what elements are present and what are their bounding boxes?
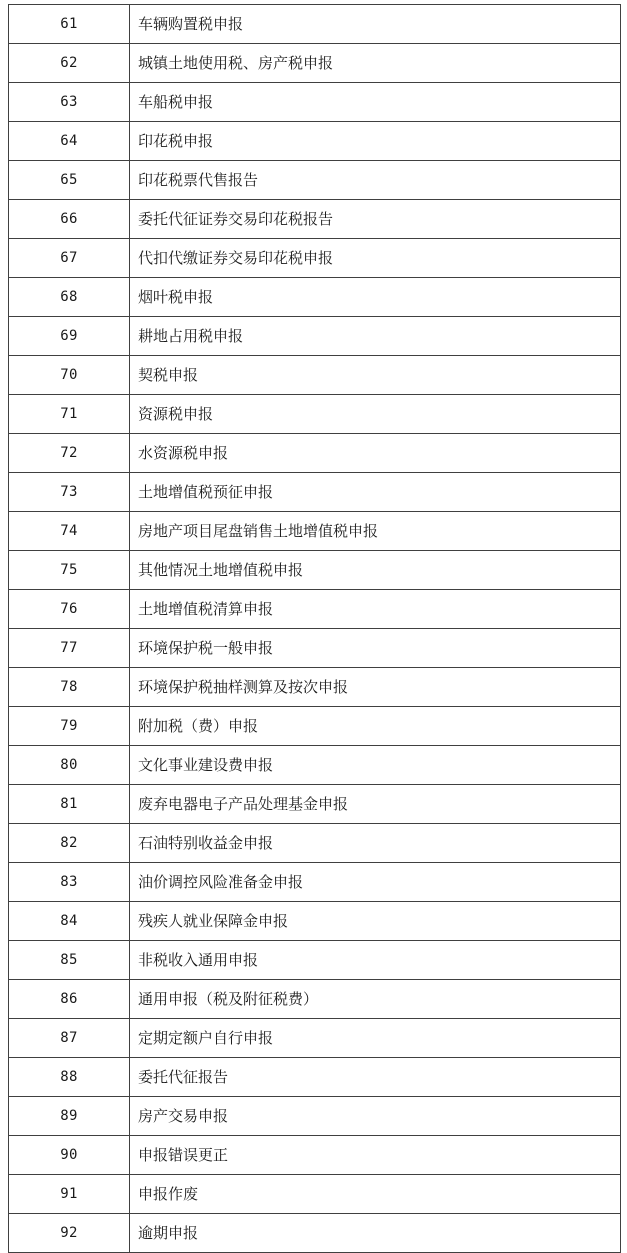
declaration-item-name: 印花税票代售报告: [130, 161, 621, 200]
row-number: 68: [9, 278, 130, 317]
declaration-item-name: 印花税申报: [130, 122, 621, 161]
table-row: [9, 434, 621, 473]
declaration-item-name: 耕地占用税申报: [130, 317, 621, 356]
table-row: [9, 278, 621, 317]
table-row: [9, 629, 621, 668]
declaration-item-name: 定期定额户自行申报: [130, 1019, 621, 1058]
row-number: 84: [9, 902, 130, 941]
row-number: 80: [9, 746, 130, 785]
row-number: 91: [9, 1175, 130, 1214]
row-number: 87: [9, 1019, 130, 1058]
table-body: [9, 5, 621, 1253]
row-number: 88: [9, 1058, 130, 1097]
row-number: 78: [9, 668, 130, 707]
table-row: [9, 863, 621, 902]
table-row: [9, 83, 621, 122]
table-row: [9, 239, 621, 278]
table-row: [9, 1019, 621, 1058]
row-number: 73: [9, 473, 130, 512]
table-row: [9, 356, 621, 395]
row-number: 63: [9, 83, 130, 122]
declaration-item-name: 资源税申报: [130, 395, 621, 434]
row-number: 64: [9, 122, 130, 161]
declaration-item-name: 通用申报（税及附征税费）: [130, 980, 621, 1019]
declaration-item-name: 车船税申报: [130, 83, 621, 122]
table-row: [9, 44, 621, 83]
row-number: 71: [9, 395, 130, 434]
table-row: [9, 551, 621, 590]
row-number: 75: [9, 551, 130, 590]
table-row: [9, 161, 621, 200]
declaration-item-name: 文化事业建设费申报: [130, 746, 621, 785]
table-row: [9, 1058, 621, 1097]
row-number: 86: [9, 980, 130, 1019]
declaration-item-name: 房地产项目尾盘销售土地增值税申报: [130, 512, 621, 551]
declaration-item-name: 附加税（费）申报: [130, 707, 621, 746]
declaration-item-name: 委托代征报告: [130, 1058, 621, 1097]
table-row: [9, 317, 621, 356]
table-row: [9, 941, 621, 980]
table-row: [9, 5, 621, 44]
declaration-item-name: 代扣代缴证券交易印花税申报: [130, 239, 621, 278]
declaration-item-name: 城镇土地使用税、房产税申报: [130, 44, 621, 83]
row-number: 79: [9, 707, 130, 746]
row-number: 67: [9, 239, 130, 278]
row-number: 66: [9, 200, 130, 239]
declaration-item-name: 环境保护税抽样测算及按次申报: [130, 668, 621, 707]
declaration-item-name: 申报错误更正: [130, 1136, 621, 1175]
table-row: [9, 473, 621, 512]
declaration-item-name: 车辆购置税申报: [130, 5, 621, 44]
table-row: [9, 1097, 621, 1136]
row-number: 65: [9, 161, 130, 200]
declaration-item-name: 委托代征证券交易印花税报告: [130, 200, 621, 239]
row-number: 90: [9, 1136, 130, 1175]
table-row: [9, 122, 621, 161]
table-row: [9, 746, 621, 785]
row-number: 81: [9, 785, 130, 824]
table-row: [9, 1136, 621, 1175]
table-row: [9, 200, 621, 239]
table-row: [9, 707, 621, 746]
tax-declaration-table: [8, 4, 621, 1253]
row-number: 82: [9, 824, 130, 863]
table-row: [9, 980, 621, 1019]
row-number: 77: [9, 629, 130, 668]
table-row: [9, 590, 621, 629]
declaration-item-name: 其他情况土地增值税申报: [130, 551, 621, 590]
declaration-item-name: 油价调控风险准备金申报: [130, 863, 621, 902]
row-number: 74: [9, 512, 130, 551]
row-number: 92: [9, 1214, 130, 1253]
declaration-item-name: 契税申报: [130, 356, 621, 395]
declaration-item-name: 逾期申报: [130, 1214, 621, 1253]
row-number: 83: [9, 863, 130, 902]
declaration-item-name: 土地增值税清算申报: [130, 590, 621, 629]
row-number: 61: [9, 5, 130, 44]
declaration-item-name: 环境保护税一般申报: [130, 629, 621, 668]
table-row: [9, 512, 621, 551]
row-number: 89: [9, 1097, 130, 1136]
table-row: [9, 785, 621, 824]
declaration-item-name: 申报作废: [130, 1175, 621, 1214]
table-row: [9, 395, 621, 434]
row-number: 72: [9, 434, 130, 473]
declaration-item-name: 房产交易申报: [130, 1097, 621, 1136]
table-row: [9, 824, 621, 863]
declaration-item-name: 土地增值税预征申报: [130, 473, 621, 512]
declaration-item-name: 烟叶税申报: [130, 278, 621, 317]
declaration-item-name: 水资源税申报: [130, 434, 621, 473]
declaration-item-name: 非税收入通用申报: [130, 941, 621, 980]
declaration-item-name: 废弃电器电子产品处理基金申报: [130, 785, 621, 824]
row-number: 76: [9, 590, 130, 629]
table-row: [9, 1175, 621, 1214]
row-number: 69: [9, 317, 130, 356]
declaration-item-name: 残疾人就业保障金申报: [130, 902, 621, 941]
declaration-item-name: 石油特别收益金申报: [130, 824, 621, 863]
row-number: 85: [9, 941, 130, 980]
row-number: 62: [9, 44, 130, 83]
row-number: 70: [9, 356, 130, 395]
table-row: [9, 902, 621, 941]
table-row: [9, 668, 621, 707]
